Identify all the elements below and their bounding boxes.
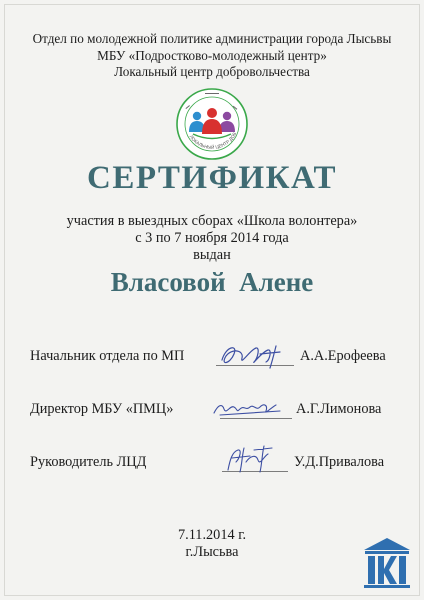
volunteer-center-logo: [175, 87, 249, 161]
signature-role: Руководитель ЛЦД: [30, 454, 147, 470]
recipient-name: Власовой Алене: [110, 267, 314, 297]
signature-row-2: [0, 393, 424, 433]
signatory-name: А.А.Ерофеева: [300, 348, 386, 364]
purpose-line-2: с 3 по 7 ноября 2014 года: [135, 230, 289, 246]
signatory-name: У.Д.Привалова: [294, 454, 385, 470]
signature-row-3: [0, 446, 424, 486]
purpose-line-3: выдан: [193, 247, 231, 263]
issue-date-block: [0, 527, 424, 561]
signature-role: Начальник отдела по МП: [30, 348, 185, 364]
corner-logo-icon: [362, 536, 412, 590]
signatory-name: А.Г.Лимонова: [296, 401, 382, 417]
certificate-title: СЕРТИФИКАТ: [87, 160, 337, 196]
logo-ring-text: ЛОКАЛЬНЫЙ ЦЕНТР ДОБ: [188, 131, 238, 150]
issuer-line-2: МБУ «Подростково-молодежный центр»: [97, 47, 327, 63]
signature-mark-2: [210, 395, 294, 423]
signature-mark-3: [220, 444, 286, 476]
purpose-line-1: участия в выездных сборах «Школа волонтера»: [66, 213, 358, 229]
issue-date: 7.11.2014 г.: [177, 527, 247, 543]
signature-mark-1: [216, 340, 296, 372]
issuer-line-3: Локальный центр добровольчества: [114, 64, 310, 79]
issuer-line-1: Отдел по молодежной политике администрации города Лысьвы: [32, 31, 392, 46]
signature-row-1: [0, 340, 424, 380]
certificate-purpose: [0, 213, 424, 264]
signature-role: Директор МБУ «ПМЦ»: [30, 401, 174, 417]
issuer-header: [0, 31, 424, 81]
issue-city: г.Лысьва: [185, 544, 239, 560]
